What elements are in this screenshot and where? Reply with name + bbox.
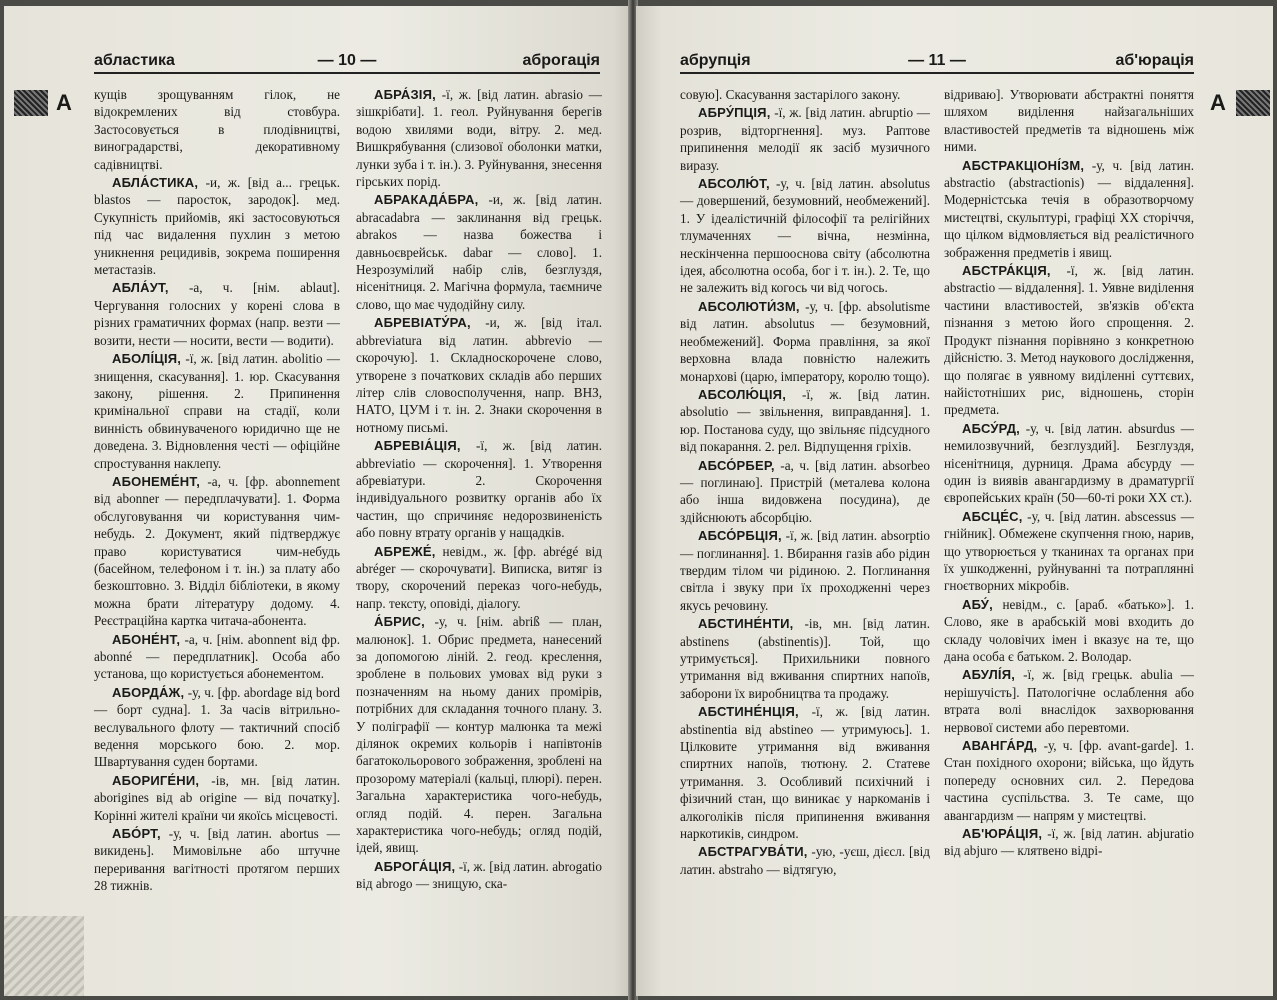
dictionary-entry xyxy=(680,386,930,456)
right-thumb-index xyxy=(1208,90,1270,116)
entry-definition: совую]. Скасування застарілого закону. xyxy=(680,87,901,102)
entry-definition: -ів, мн. [від латин. aborigines від ab origine — від початку]. Корінні жителі країни чи якоїсь місцевості. xyxy=(94,772,340,823)
entry-definition: -у, ч. [фр. avant-garde]. 1. Стан похідного охорони; війська, що йдуть попереду основних сил. 2. Передова частина суспільства. 3. Те саме, що авангардизм — напрям у мистецтві. xyxy=(944,738,1194,823)
thumb-index-letter: А xyxy=(1210,90,1226,115)
entry-headword: АБСОЛЮ́ЦІЯ, xyxy=(698,386,787,402)
entry-headword: АБО́РТ, xyxy=(112,826,161,842)
entry-headword: А́БРИС, xyxy=(374,614,425,630)
dictionary-entry xyxy=(944,420,1194,507)
left-running-head-start: абластика xyxy=(94,52,175,69)
dictionary-entry xyxy=(94,684,340,771)
page-corner-stain xyxy=(4,916,84,996)
dictionary-entry xyxy=(944,262,1194,419)
entry-headword: АБУ́, xyxy=(962,596,993,612)
entry-definition: -у, ч. [від латин. absurdus — немилозвучний, безглуздий]. Безглуздя, нісенітниця, дурниця. Драма абсурду — один із виявів авангардизму в драматургії європейських країн (50—60-ті роки XX ст.). xyxy=(944,420,1194,506)
dictionary-entry xyxy=(944,737,1194,824)
dictionary-entry xyxy=(680,104,930,174)
entry-headword: АБСТРА́КЦІЯ, xyxy=(962,263,1051,279)
entry-definition: -у, ч. [від латин. abscessus — гнійник]. Обмежене скупчення гною, нарив, що утворюється у тканинах та органах при їх ушкодженні, руйнуванні та потраплянні гноєтворних мікробів. xyxy=(944,508,1194,594)
entry-definition: невідм., с. [араб. «батько»]. 1. Слово, яке в арабській мові входить до складу чоловічих імен і вказує на те, що дана особа є батьком. 2. Володар. xyxy=(944,596,1194,664)
dictionary-entry xyxy=(356,437,602,541)
entry-definition: -и, ж. [від а... грецьк. blastos — паросток, зародок]. мед. Сукупність прийомів, які застосовуються під час видалення пухлин з метою уникнення рецидивів, зокрема поширення метастазів. xyxy=(94,175,340,278)
dictionary-entry xyxy=(94,772,340,824)
dictionary-entry xyxy=(356,613,602,857)
left-thumb-index xyxy=(14,90,76,116)
entry-headword: АБОРИГЕ́НИ, xyxy=(112,772,200,788)
entry-definition: невідм., ж. [фр. abrégé від abréger — скорочувати]. Виписка, витяг із твору, скорочений переказ чого-небудь, напр. тексту, оповіді, діалогу. xyxy=(356,543,602,611)
entry-definition: -у, ч. [нім. abriß — план, малюнок]. 1. Обрис предмета, нанесений за допомогою ліній. 2. геод. креслення, зроблене в польових умовах від руки з позначенням на ньому даних промірів, потрібних для складання точного плану. 3. У поліграфії — контур малюнка та межі ділянок окремих кольорів і напівтонів багатокольорового зображення, зроблені на прозорому матеріалі (кальці, плюрі). перен. Загальна характеристика чого-небудь, огляд подій. 4. перен. Загальна характеристика чого-небудь; огляд подій, ідей, явищ. xyxy=(356,614,602,856)
right-page-header xyxy=(680,46,1194,74)
entry-definition: -а, ч. [нім. abonnent від фр. abonné — передплатник]. Особа або установа, що користується абонементом. xyxy=(94,631,340,682)
dictionary-entry xyxy=(944,596,1194,666)
left-page xyxy=(4,6,632,996)
entry-headword: АБРУ́ПЦІЯ, xyxy=(698,105,771,121)
entry-definition: -а, ч. [нім. ablaut]. Чергування голосних у корені слова в різних граматичних формах (напр. везти — возити, нести — носити, вести — водити). xyxy=(94,280,340,348)
entry-definition: -и, ж. [від італ. abbreviatura від латин. abbrevio — скорочую]. 1. Складноскорочене слово, утворене з початкових складів або перших літер слів словосполучення, напр. ВНЗ, НАТО, ЦУМ і т. ін. 2. Знаки скорочення в нотному письмі. xyxy=(356,315,602,435)
dictionary-entry xyxy=(94,174,340,278)
entry-headword: АБ'ЮРА́ЦІЯ, xyxy=(962,826,1043,842)
dictionary-entry xyxy=(944,666,1194,736)
entry-headword: АБРА́ЗІЯ, xyxy=(374,87,436,102)
entry-headword: АБРОГА́ЦІЯ, xyxy=(374,858,456,874)
left-page-column-1 xyxy=(94,86,340,896)
thumb-index-marker-icon xyxy=(1236,90,1270,116)
dictionary-entry xyxy=(94,279,340,349)
dictionary-entry xyxy=(680,298,930,385)
entry-headword: АБСТРАГУВА́ТИ, xyxy=(698,844,808,860)
left-page-number: — 10 — xyxy=(317,52,377,69)
entry-definition: -ї, ж. [від латин. abstinentia від abstineo — утримуюсь]. 1. Цілковите утримання від вживання спиртних напоїв, тютюну. 2. Статеве утримання. 3. Особливий психічний і фізичний стан, що виникає у наркоманів і алкоголіків після припинення вживання наркотиків, синдром. xyxy=(680,704,930,842)
dictionary-entry xyxy=(356,858,602,893)
entry-definition: -ї, ж. [від латин. abruptio — розрив, відторгнення]. муз. Раптове припинення мелодії як засіб музичного виразу. xyxy=(680,105,930,173)
entry-definition: -и, ж. [від латин. abracadabra — заклинання від грецьк. abrakos — назва божества і давньоєврейськ. dabar — слово]. 1. Незрозумілий набір слів, безглуздя, нісенітниця. 2. Магічна формула, таємниче слово, що має чудодійну силу. xyxy=(356,192,602,312)
dictionary-entry xyxy=(356,314,602,436)
right-page-number: — 11 — xyxy=(908,52,966,69)
dictionary-entry xyxy=(94,825,340,895)
entry-definition: -ї, ж. [від латин. absorptio — поглинання]. 1. Вбирання газів або рідин твердим тілом чи рідиною. 2. Поглинання світла і звуку при їх проходженні через якусь речовину. xyxy=(680,528,930,613)
entry-headword: АБРЕЖЕ́, xyxy=(374,543,436,559)
entry-definition: -а, ч. [від латин. absorbeo — поглинаю]. Пристрій (металева колона або інша видовжена посудина), де здійснюють абсорбцію. xyxy=(680,457,930,525)
right-page-column-1 xyxy=(680,86,930,879)
dictionary-entry xyxy=(94,86,340,173)
dictionary-entry xyxy=(944,508,1194,595)
left-running-head-end: аброгація xyxy=(522,52,600,69)
dictionary-entry xyxy=(680,457,930,527)
entry-definition: -у, ч. [від латин. abortus — викидень]. Мимовільне або штучне переривання вагітності протягом перших 28 тижнів. xyxy=(94,826,340,894)
entry-definition: -ів, мн. [від латин. abstinens (abstinentis)]. Той, що утримується]. Прихильники повного утримання від вживання спиртних напоїв, заборони їх виробництва та продажу. xyxy=(680,616,930,701)
entry-headword: АБОРДА́Ж, xyxy=(112,684,185,700)
entry-headword: АБОНЕМЕ́НТ, xyxy=(112,473,201,489)
thumb-index-marker-icon xyxy=(14,90,48,116)
dictionary-entry xyxy=(680,527,930,614)
entry-headword: АБУЛІ́Я, xyxy=(962,667,1016,683)
entry-definition: -ї, ж. [від латин. abrogatio від abrogo — знищую, ска- xyxy=(356,858,602,892)
entry-headword: АБЛА́УТ, xyxy=(112,280,169,296)
entry-definition: -ую, -уєш, дієсл. [від латин. abstraho — відтягую, xyxy=(680,844,930,877)
dictionary-entry xyxy=(680,175,930,297)
entry-headword: АБСТИНЕ́НТИ, xyxy=(698,616,794,632)
entry-headword: АБСУ́РД, xyxy=(962,420,1020,436)
entry-definition: -ї, ж. [від латин. abstractio — віддалення]. 1. Уявне виділення частини властивостей, зв'язків об'єкта пізнання з метою його спрощення. 2. Продукт пізнання порівняно з конкретною дійсністю. 3. Метод наукового дослідження, що полягає в уявному виділенні суттєвих, найістотніших рис, відношень, сторін предмета. xyxy=(944,263,1194,418)
entry-definition: -у, ч. [від латин. absolutus — довершений, безумовний, необмежений]. 1. У ідеалістичній філософії та релігійних тлумаченнях — вічна, незмінна, нескінченна першооснова світу (абсолютна ідея, абсолютна особа, бог і т. ін.). 2. Те, що не залежить від когось чи від чогось. xyxy=(680,176,930,296)
entry-definition: -ї, ж. [від латин. abbreviatio — скорочення]. 1. Утворення абревіатури. 2. Скорочення індивідуального розвитку органів або їх частин, що спричиняє недорозвиненість або повну втрату органів у нащадків. xyxy=(356,438,602,541)
dictionary-entry xyxy=(94,350,340,472)
entry-definition: -ї, ж. [від грецьк. abulia — нерішучість]. Патологічне ослаблення або втрата волі внаслідок захворювання нервової системи або перевтоми. xyxy=(944,667,1194,735)
entry-headword: АБРЕВІА́ЦІЯ, xyxy=(374,438,461,454)
entry-headword: АБСОЛЮТИ́ЗМ, xyxy=(698,298,800,314)
right-page-column-2 xyxy=(944,86,1194,861)
entry-definition: -а, ч. [фр. abonnement від abonner — передплачувати]. 1. Форма обслуговування чи користування чим-небудь. 2. Документ, який підтверджує право користуватися чим-небудь (басейном, телефоном і т. ін.) за плату або безкоштовно. 3. Відділ бібліотеки, в якому можна брати літературу додому. 4. Реєстраційна картка читача-абонента. xyxy=(94,473,340,629)
entry-headword: АБОНЕ́НТ, xyxy=(112,631,181,647)
dictionary-entry xyxy=(944,157,1194,261)
entry-headword: АБОЛІ́ЦІЯ, xyxy=(112,351,182,367)
entry-definition: -ї, ж. [від латин. abrasio — зішкрібати]. 1. геол. Руйнування берегів водою хвилями води, вітру. 2. мед. Вишкрябування (слизової оболонки матки, лунки зуба і т. ін.). 3. Руйнування, знесення гірських порід. xyxy=(356,87,602,190)
entry-definition: -ї, ж. [від латин. abjuratio від abjuro — клятвено відрі- xyxy=(944,826,1194,859)
entry-headword: АБСТИНЕ́НЦІЯ, xyxy=(698,704,799,720)
thumb-index-letter: А xyxy=(56,90,72,115)
dictionary-entry xyxy=(356,191,602,313)
dictionary-entry xyxy=(94,473,340,630)
dictionary-entry xyxy=(944,86,1194,156)
entry-headword: АБРЕВІАТУ́РА, xyxy=(374,315,471,331)
right-running-head-end: аб'юрація xyxy=(1115,52,1194,69)
dictionary-entry xyxy=(680,615,930,702)
entry-headword: АБСО́РБЦІЯ, xyxy=(698,528,782,544)
left-page-column-2 xyxy=(356,86,602,894)
entry-headword: АБСОЛЮ́Т, xyxy=(698,176,770,192)
entry-definition: відриваю]. Утворювати абстрактні поняття шляхом виділення найзагальніших властивостей предметів та відношень між ними. xyxy=(944,87,1194,155)
entry-headword: АБЛА́СТИКА, xyxy=(112,175,199,191)
right-page xyxy=(636,6,1273,996)
entry-definition: -ї, ж. [від латин. abolitio — знищення, скасування]. 1. юр. Скасування закону, рішення. 2. Припинення кримінальної справи на стадії, коли винність обвинуваченого юридично ще не доведена. 3. Відновлення честі — офіційне спростування наклепу. xyxy=(94,351,340,471)
dictionary-entry xyxy=(680,703,930,842)
entry-definition: -ї, ж. [від латин. absolutio — звільнення, виправдання]. 1. юр. Постанова суду, що звільняє підсудного від покарання. 2. рел. Відпущення гріхів. xyxy=(680,386,930,455)
dictionary-entry xyxy=(680,86,930,103)
entry-definition: кущів зрощуванням гілок, не відокремлених від стовбура. Застосовується в плодівництві, виноградарстві, декоративному садівництві. xyxy=(94,87,340,172)
left-page-header xyxy=(94,46,600,74)
entry-definition: -у, ч. [фр. abordage від bord — борт судна]. 1. За часів вітрильно-веслувального флоту — тактичний спосіб ведення морського бою. 2. мор. Швартування суден бортами. xyxy=(94,684,340,770)
entry-headword: АБРАКАДА́БРА, xyxy=(374,192,479,208)
dictionary-entry xyxy=(356,86,602,190)
entry-headword: АВАНГА́РД, xyxy=(962,738,1038,754)
dictionary-entry xyxy=(94,631,340,683)
right-running-head-start: абрупція xyxy=(680,52,751,69)
entry-definition: -у, ч. [від латин. abstractio (abstractionis) — віддалення]. Модерністська течія в образотворчому мистецтві, скульптурі, графіці XX сторіччя, що цілком відмовляється від реалістичного зображення предметів і явищ. xyxy=(944,157,1194,260)
entry-headword: АБСО́РБЕР, xyxy=(698,457,775,473)
dictionary-entry xyxy=(944,825,1194,860)
entry-headword: АБСТРАКЦІОНІ́ЗМ, xyxy=(962,157,1085,173)
entry-headword: АБСЦЕ́С, xyxy=(962,508,1023,524)
entry-definition: -у, ч. [фр. absolutisme від латин. absolutus — безумовний, необмежений]. Форма правління, за якої верховна влада повністю належить монархові (царю, імператору, королю тощо). xyxy=(680,298,930,384)
dictionary-entry xyxy=(680,843,930,878)
dictionary-entry xyxy=(356,543,602,613)
